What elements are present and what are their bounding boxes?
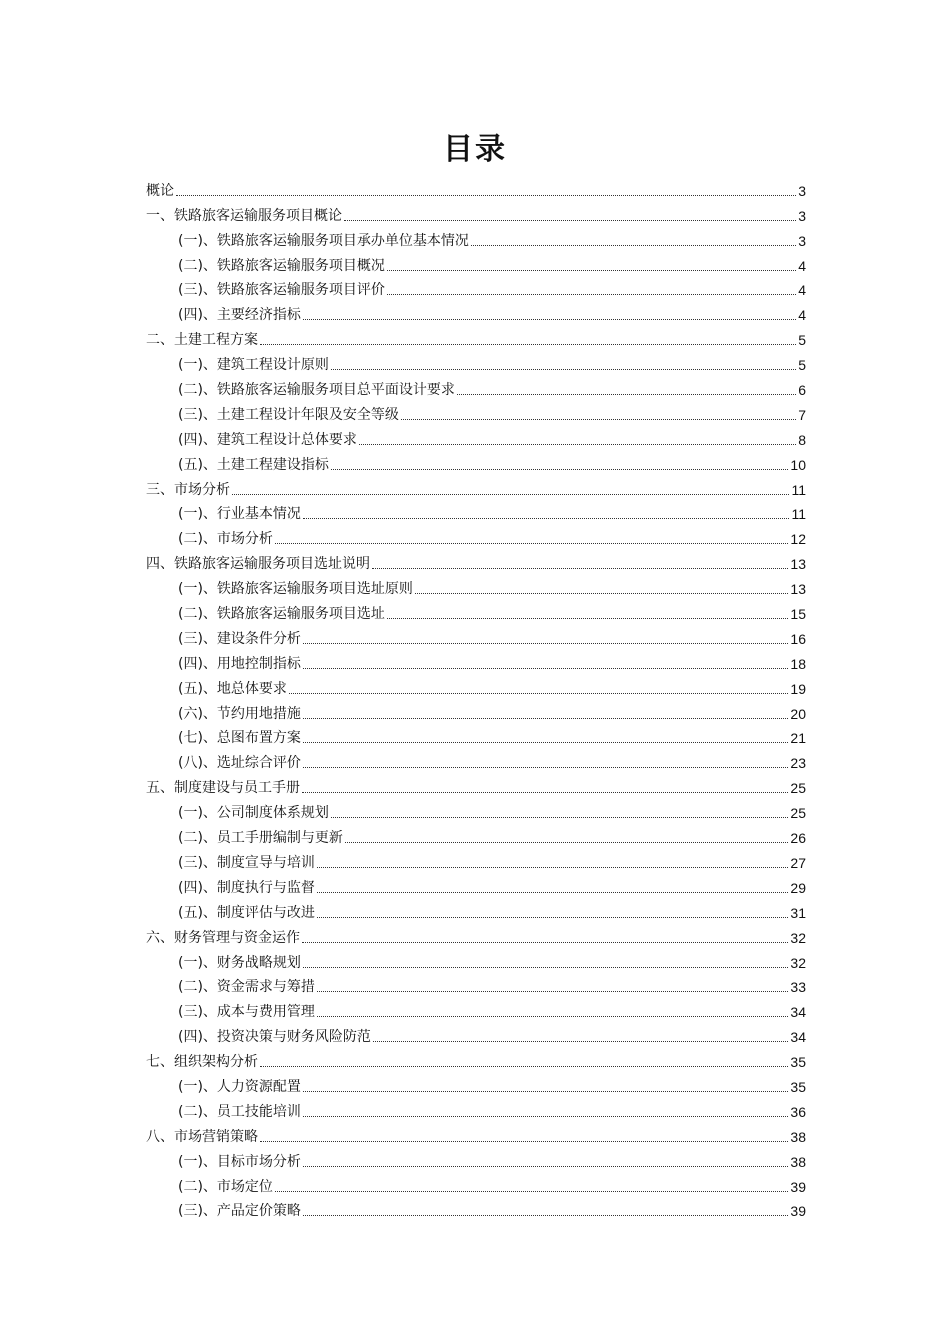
toc-dot-leader <box>289 693 788 694</box>
toc-section-entry[interactable] <box>146 996 806 1021</box>
toc-chapter-entry[interactable] <box>146 548 806 573</box>
toc-page-number: 7 <box>798 406 806 423</box>
toc-section-entry[interactable] <box>146 1021 806 1046</box>
toc-section-entry[interactable] <box>146 573 806 598</box>
toc-page-number: 4 <box>798 282 806 299</box>
toc-entry-title: 概论 <box>146 182 174 199</box>
toc-entry-title: (八)、选址综合评价 <box>178 755 301 772</box>
toc-dot-leader <box>303 1166 788 1167</box>
toc-section-entry[interactable] <box>146 299 806 324</box>
toc-entry-title: (五)、制度评估与改进 <box>178 904 315 921</box>
toc-page-number: 8 <box>798 431 806 448</box>
toc-page-number: 34 <box>790 1029 806 1046</box>
toc-section-entry[interactable] <box>146 1146 806 1171</box>
toc-section-entry[interactable] <box>146 499 806 524</box>
toc-entry-title: (四)、建筑工程设计总体要求 <box>178 431 357 448</box>
toc-entry-title: (二)、员工技能培训 <box>178 1103 301 1120</box>
toc-section-entry[interactable] <box>146 872 806 897</box>
toc-page-number: 29 <box>790 879 806 896</box>
toc-page-number: 3 <box>798 182 806 199</box>
toc-page-number: 6 <box>798 382 806 399</box>
toc-entry-title: (三)、产品定价策略 <box>178 1203 301 1220</box>
toc-entry-title: (六)、节约用地措施 <box>178 705 301 722</box>
toc-dot-leader <box>317 892 788 893</box>
toc-page-number: 32 <box>790 954 806 971</box>
toc-section-entry[interactable] <box>146 847 806 872</box>
toc-dot-leader <box>331 817 788 818</box>
toc-entry-title: (一)、公司制度体系规划 <box>178 805 329 822</box>
toc-page-number: 19 <box>790 680 806 697</box>
toc-page-number: 5 <box>798 332 806 349</box>
toc-entry-title: 八、市场营销策略 <box>146 1128 258 1145</box>
toc-entry-title: 二、土建工程方案 <box>146 332 258 349</box>
toc-section-entry[interactable] <box>146 399 806 424</box>
toc-chapter-entry[interactable] <box>146 1121 806 1146</box>
toc-dot-leader <box>344 220 796 221</box>
toc-page-number: 26 <box>790 830 806 847</box>
toc-entry-title: (三)、建设条件分析 <box>178 630 301 647</box>
toc-dot-leader <box>373 1041 788 1042</box>
toc-page-number: 3 <box>798 207 806 224</box>
toc-dot-leader <box>372 568 788 569</box>
toc-page-number: 31 <box>790 904 806 921</box>
toc-dot-leader <box>317 991 788 992</box>
toc-chapter-entry[interactable] <box>146 175 806 200</box>
toc-section-entry[interactable] <box>146 747 806 772</box>
toc-section-entry[interactable] <box>146 648 806 673</box>
toc-entry-title: (一)、财务战略规划 <box>178 954 301 971</box>
toc-entry-title: 六、财务管理与资金运作 <box>146 929 300 946</box>
toc-entry-title: (一)、铁路旅客运输服务项目承办单位基本情况 <box>178 232 469 249</box>
toc-entry-title: (四)、投资决策与财务风险防范 <box>178 1029 371 1046</box>
toc-page-number: 38 <box>790 1128 806 1145</box>
toc-section-entry[interactable] <box>146 673 806 698</box>
toc-dot-leader <box>471 245 796 246</box>
toc-section-entry[interactable] <box>146 374 806 399</box>
toc-entry-title: 一、铁路旅客运输服务项目概论 <box>146 207 342 224</box>
toc-dot-leader <box>387 270 796 271</box>
toc-entry-title: (一)、行业基本情况 <box>178 506 301 523</box>
toc-section-entry[interactable] <box>146 225 806 250</box>
toc-page-number: 10 <box>790 456 806 473</box>
toc-entry-title: 五、制度建设与员工手册 <box>146 780 300 797</box>
toc-entry-title: (三)、铁路旅客运输服务项目评价 <box>178 282 385 299</box>
toc-section-entry[interactable] <box>146 1096 806 1121</box>
toc-dot-leader <box>303 319 796 320</box>
toc-dot-leader <box>303 967 788 968</box>
toc-dot-leader <box>303 643 788 644</box>
toc-page-number: 21 <box>790 730 806 747</box>
toc-entry-title: (四)、用地控制指标 <box>178 655 301 672</box>
toc-section-entry[interactable] <box>146 698 806 723</box>
toc-chapter-entry[interactable] <box>146 922 806 947</box>
toc-dot-leader <box>275 543 788 544</box>
toc-entry-title: (二)、市场分析 <box>178 531 273 548</box>
toc-entry-title: (七)、总图布置方案 <box>178 730 301 747</box>
toc-section-entry[interactable] <box>146 250 806 275</box>
toc-entry-title: (一)、铁路旅客运输服务项目选址原则 <box>178 581 413 598</box>
toc-dot-leader <box>302 792 788 793</box>
toc-entry-title: 四、铁路旅客运输服务项目选址说明 <box>146 556 370 573</box>
toc-dot-leader <box>317 1016 788 1017</box>
toc-page-number: 15 <box>790 606 806 623</box>
toc-entry-title: (一)、建筑工程设计原则 <box>178 357 329 374</box>
toc-section-entry[interactable] <box>146 1071 806 1096</box>
toc-dot-leader <box>303 668 788 669</box>
toc-page-number: 18 <box>790 655 806 672</box>
toc-section-entry[interactable] <box>146 275 806 300</box>
toc-entry-title: (五)、地总体要求 <box>178 680 287 697</box>
toc-page-number: 35 <box>790 1078 806 1095</box>
toc-dot-leader <box>303 1116 788 1117</box>
toc-title: 目录 <box>443 132 507 167</box>
toc-dot-leader <box>331 369 796 370</box>
toc-dot-leader <box>275 1191 788 1192</box>
toc-page-number: 4 <box>798 307 806 324</box>
toc-entry-title: (四)、制度执行与监督 <box>178 879 315 896</box>
toc-page-number: 20 <box>790 705 806 722</box>
toc-page-number: 25 <box>790 805 806 822</box>
toc-entry-title: 七、组织架构分析 <box>146 1054 258 1071</box>
toc-section-entry[interactable] <box>146 449 806 474</box>
toc-section-entry[interactable] <box>146 723 806 748</box>
toc-dot-leader <box>401 419 796 420</box>
toc-page-number: 36 <box>790 1103 806 1120</box>
toc-section-entry[interactable] <box>146 1171 806 1196</box>
toc-page-number: 3 <box>798 232 806 249</box>
toc-entry-title: (二)、市场定位 <box>178 1178 273 1195</box>
toc-chapter-entry[interactable] <box>146 474 806 499</box>
toc-dot-leader <box>303 1091 788 1092</box>
toc-section-entry[interactable] <box>146 598 806 623</box>
toc-dot-leader <box>260 1141 788 1142</box>
toc-page-number: 4 <box>798 257 806 274</box>
toc-section-entry[interactable] <box>146 1196 806 1221</box>
toc-section-entry[interactable] <box>146 349 806 374</box>
toc-entry-title: (三)、制度宣导与培训 <box>178 854 315 871</box>
toc-dot-leader <box>303 1215 788 1216</box>
toc-page-number: 12 <box>790 531 806 548</box>
toc-page-number: 38 <box>790 1153 806 1170</box>
toc-entry-title: (一)、目标市场分析 <box>178 1153 301 1170</box>
toc-entry-title: 三、市场分析 <box>146 481 230 498</box>
toc-entry-title: (四)、主要经济指标 <box>178 307 301 324</box>
toc-dot-leader <box>387 618 788 619</box>
toc-entry-title: (二)、铁路旅客运输服务项目概况 <box>178 257 385 274</box>
toc-page-number: 25 <box>790 780 806 797</box>
toc-entry-title: (三)、土建工程设计年限及安全等级 <box>178 406 399 423</box>
toc-page-number: 39 <box>790 1203 806 1220</box>
toc-page-number: 34 <box>790 1004 806 1021</box>
toc-dot-leader <box>317 867 788 868</box>
toc-section-entry[interactable] <box>146 623 806 648</box>
toc-dot-leader <box>457 394 796 395</box>
toc-page-number: 11 <box>791 481 806 498</box>
toc-section-entry[interactable] <box>146 523 806 548</box>
toc-dot-leader <box>303 718 788 719</box>
toc-dot-leader <box>345 842 788 843</box>
toc-page-number: 11 <box>791 506 806 523</box>
toc-chapter-entry[interactable] <box>146 1046 806 1071</box>
toc-dot-leader <box>303 742 788 743</box>
toc-dot-leader <box>232 494 789 495</box>
toc-dot-leader <box>387 294 796 295</box>
toc-entry-title: (二)、铁路旅客运输服务项目总平面设计要求 <box>178 382 455 399</box>
toc-page-number: 27 <box>790 854 806 871</box>
toc-entry-title: (三)、成本与费用管理 <box>178 1004 315 1021</box>
toc-section-entry[interactable] <box>146 947 806 972</box>
toc-dot-leader <box>359 444 796 445</box>
toc-dot-leader <box>302 942 788 943</box>
toc-entry-title: (一)、人力资源配置 <box>178 1078 301 1095</box>
toc-chapter-entry[interactable] <box>146 200 806 225</box>
toc-page-number: 33 <box>790 979 806 996</box>
toc-entry-title: (二)、资金需求与筹措 <box>178 979 315 996</box>
toc-section-entry[interactable] <box>146 797 806 822</box>
toc-list <box>146 175 806 1220</box>
toc-page-number: 13 <box>790 581 806 598</box>
toc-entry-title: (二)、员工手册编制与更新 <box>178 830 343 847</box>
toc-section-entry[interactable] <box>146 897 806 922</box>
toc-dot-leader <box>176 195 796 196</box>
toc-page-number: 35 <box>790 1054 806 1071</box>
toc-dot-leader <box>303 518 790 519</box>
toc-page-number: 16 <box>790 630 806 647</box>
toc-section-entry[interactable] <box>146 424 806 449</box>
toc-dot-leader <box>331 469 788 470</box>
toc-page-number: 5 <box>798 357 806 374</box>
toc-entry-title: (五)、土建工程建设指标 <box>178 456 329 473</box>
toc-dot-leader <box>303 767 788 768</box>
toc-section-entry[interactable] <box>146 972 806 997</box>
toc-dot-leader <box>415 593 788 594</box>
toc-dot-leader <box>260 1066 788 1067</box>
toc-chapter-entry[interactable] <box>146 324 806 349</box>
toc-page-number: 13 <box>790 556 806 573</box>
toc-page-number: 23 <box>790 755 806 772</box>
toc-chapter-entry[interactable] <box>146 772 806 797</box>
toc-page-number: 32 <box>790 929 806 946</box>
toc-section-entry[interactable] <box>146 822 806 847</box>
toc-dot-leader <box>317 917 788 918</box>
toc-entry-title: (二)、铁路旅客运输服务项目选址 <box>178 606 385 623</box>
toc-page-number: 39 <box>790 1178 806 1195</box>
toc-dot-leader <box>260 344 796 345</box>
